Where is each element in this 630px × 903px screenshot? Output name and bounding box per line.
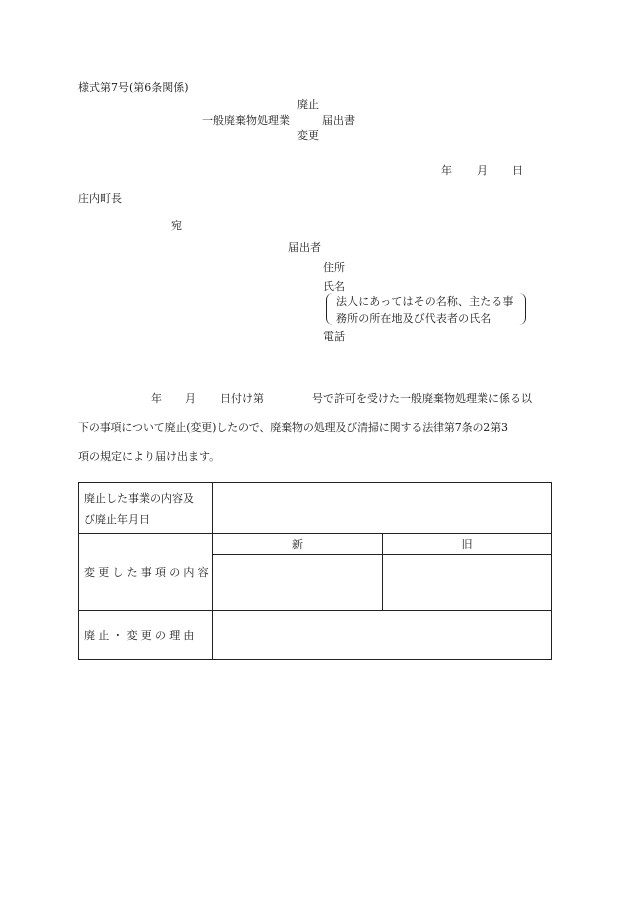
- title-main: 一般廃棄物処理業: [202, 114, 290, 127]
- date-year: 年: [441, 164, 452, 177]
- body-month: 月: [185, 392, 196, 405]
- title-option-abolish: 廃止: [297, 98, 319, 111]
- name-label: 氏名: [323, 280, 345, 293]
- body-dated-no: 日付け第: [220, 392, 264, 405]
- phone-label: 電話: [323, 330, 345, 343]
- applicant-heading: 届出者: [288, 241, 321, 254]
- abolished-business-field[interactable]: [213, 483, 552, 534]
- title-option-change: 変更: [297, 129, 319, 142]
- corp-note-line-1: 法人にあってはその名称、主たる事: [336, 295, 514, 308]
- body-line-2: 下の事項について廃止(変更)したので、廃棄物の処理及び清掃に関する法律第7条の2第3: [78, 421, 508, 434]
- recipient-honorific: 宛: [171, 219, 182, 232]
- row-changed-header: [79, 534, 552, 555]
- corp-note-line-2: 務所の所在地及び代表者の氏名: [336, 312, 492, 325]
- reason-field[interactable]: [213, 611, 552, 660]
- abolished-business-label-1: 廃止した事業の内容及: [84, 491, 194, 505]
- recipient-name: 庄内町長: [78, 192, 122, 205]
- abolished-business-label: [79, 483, 213, 534]
- body-year: 年: [151, 392, 162, 405]
- changed-new-field[interactable]: [213, 555, 383, 611]
- address-label: 住所: [323, 261, 345, 274]
- notification-table: [78, 482, 552, 660]
- body-line-1: 号で許可を受けた一般廃棄物処理業に係る以: [312, 392, 532, 405]
- row-reason: [79, 611, 552, 660]
- changed-items-label: 変更した事項の内容: [79, 534, 213, 611]
- body-line-3: 項の規定により届け出ます。: [78, 450, 221, 463]
- abolished-business-label-2: び廃止年月日: [84, 512, 150, 526]
- row-abolished-business: [79, 483, 552, 534]
- column-old: 旧: [383, 534, 552, 555]
- date-day: 日: [512, 164, 523, 177]
- title-suffix: 届出書: [322, 114, 355, 127]
- date-month: 月: [477, 164, 488, 177]
- column-new: 新: [213, 534, 383, 555]
- reason-label: 廃止・変更の理由: [79, 611, 213, 660]
- changed-old-field[interactable]: [383, 555, 552, 611]
- form-number: 様式第7号(第6条関係): [78, 81, 189, 94]
